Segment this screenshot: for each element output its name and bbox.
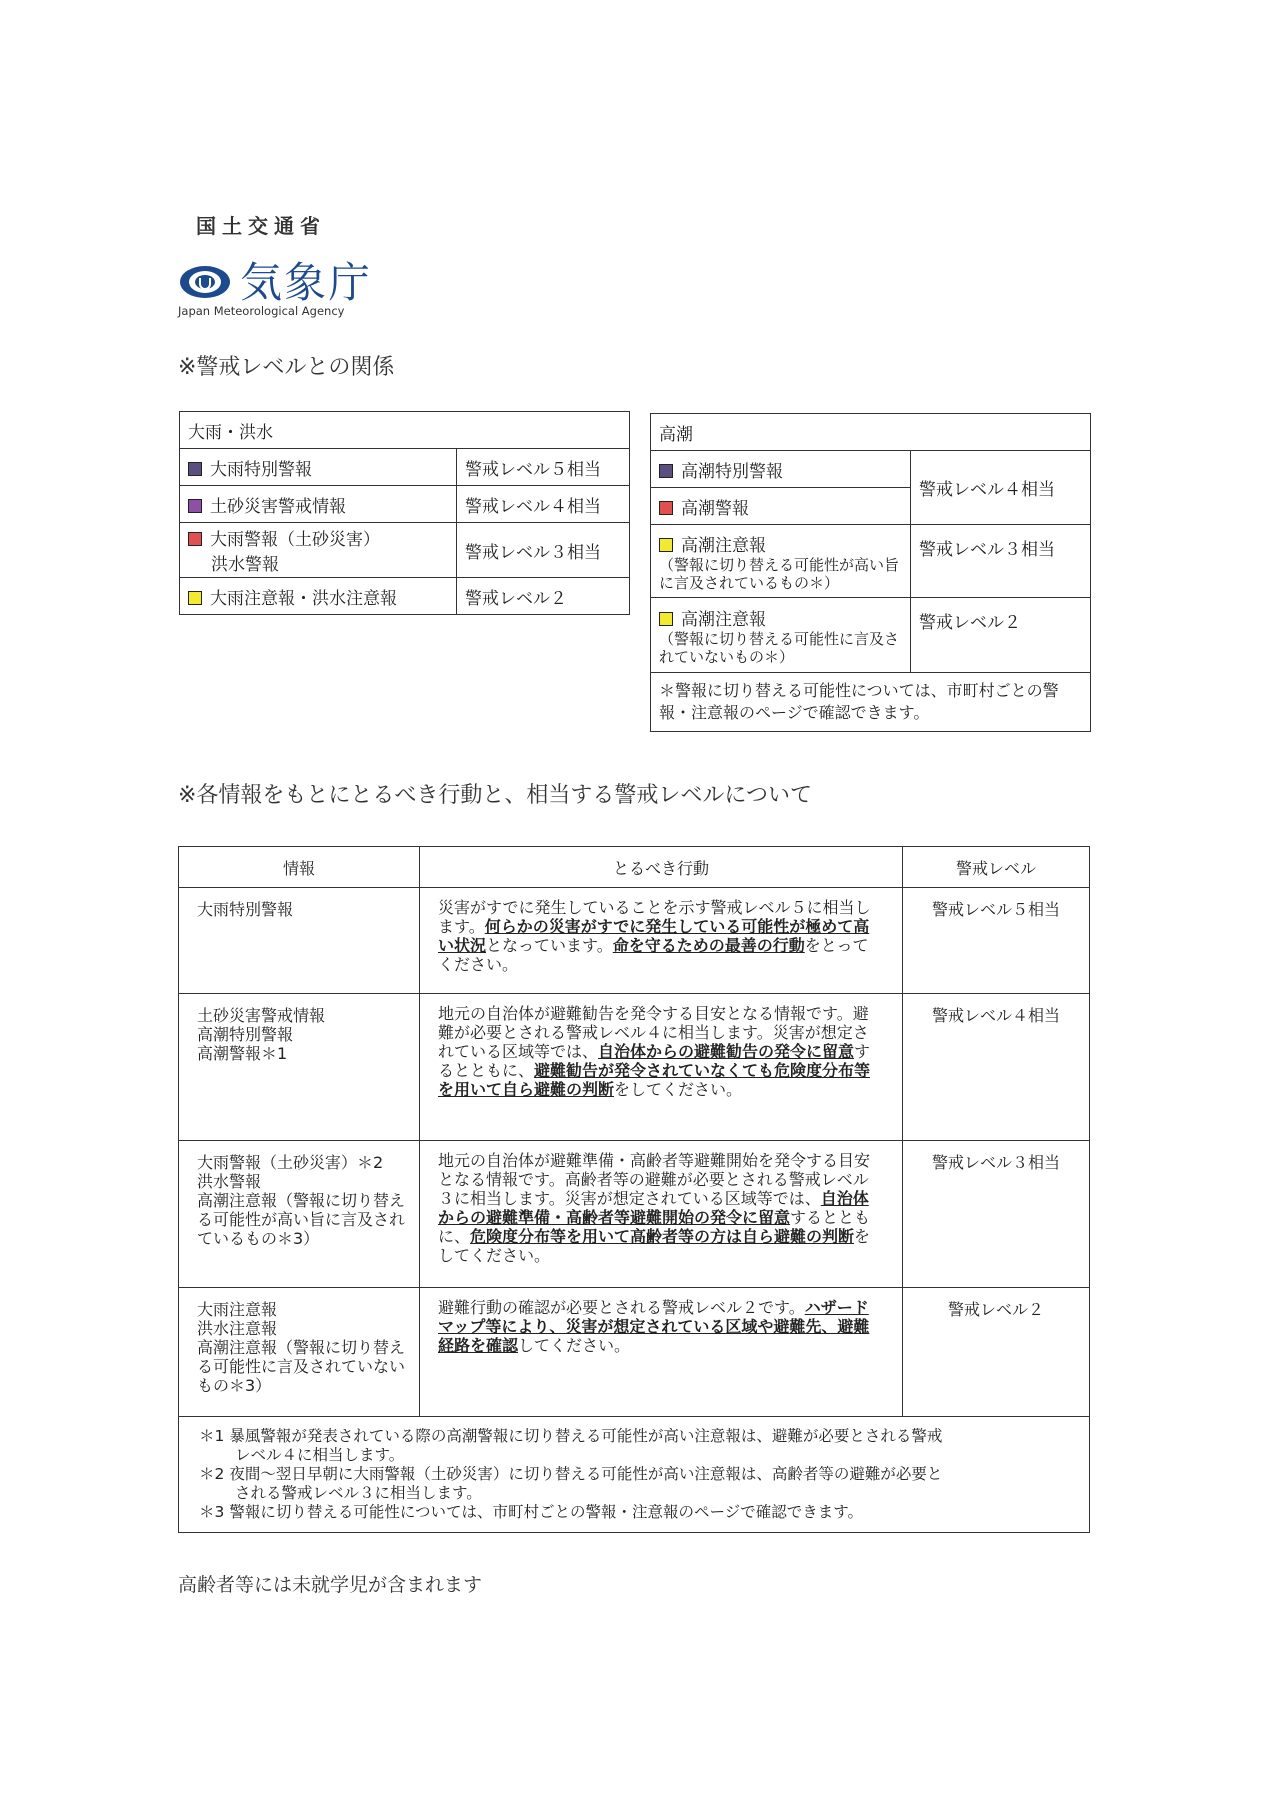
warning-level: 警戒レベル２: [911, 598, 1091, 673]
footnote-text: レベル４に相当します。: [235, 1446, 405, 1464]
info-line: 高潮警報＊1: [197, 1044, 288, 1063]
column-header-action: とるべき行動: [420, 847, 903, 888]
warning-name: 大雨特別警報: [210, 459, 312, 480]
warning-name: 高潮特別警報: [681, 461, 783, 482]
action-emphasis: 何らかの災害がすでに発生している可能性が極めて高い状況: [438, 917, 870, 955]
warning-level: 警戒レベル３相当: [457, 523, 630, 578]
storm-surge-note: ＊警報に切り替える可能性については、市町村ごとの警報・注意報のページで確認できます。: [651, 673, 1091, 732]
level-color-swatch: [659, 612, 673, 626]
table-row: [180, 578, 630, 615]
action-emphasis: 避難勧告が発令されていなくても危険度分布等を用いて自ら避難の判断: [438, 1061, 871, 1099]
action-text: 災害がすでに発生していることを示す警戒レベル５に相当します。: [438, 898, 871, 936]
action-cell: [420, 994, 903, 1141]
table-row: [179, 1141, 1090, 1288]
warning-name: 土砂災害警戒情報: [210, 496, 346, 517]
info-line: 洪水警報: [197, 1172, 262, 1191]
warning-level: 警戒レベル４相当: [911, 451, 1091, 525]
action-text: 避難行動の確認が必要とされる警戒レベル２です。: [438, 1298, 805, 1317]
info-cell: [179, 888, 420, 994]
table-row: [651, 451, 1091, 488]
action-text: 地元の自治体が避難勧告を発令する目安となる情報です。避難が必要とされる警戒レベル４に相当します。災害が想定されている区域等では、: [438, 1004, 869, 1061]
footnotes: [179, 1417, 1090, 1533]
level-color-swatch: [188, 532, 202, 546]
column-header-level: 警戒レベル: [903, 847, 1090, 888]
storm-surge-table: [650, 413, 1091, 732]
info-line: 大雨特別警報: [197, 900, 294, 919]
info-line: 高潮特別警報: [197, 1025, 294, 1044]
action-emphasis: 自治体からの避難勧告の発令に留意: [598, 1042, 855, 1061]
warning-subnote: （警報に切り替える可能性に言及されていないもの＊）: [659, 629, 900, 666]
section2-title: ※各情報をもとにとるべき行動と、相当する警戒レベルについて: [178, 783, 812, 808]
jma-logo-icon: [178, 264, 232, 300]
action-cell: [420, 888, 903, 994]
warning-level: 警戒レベル５相当: [457, 449, 630, 486]
warning-name: 高潮注意報: [681, 609, 766, 630]
action-emphasis: 危険度分布等を用いて高齢者等の方は自ら避難の判断: [470, 1227, 855, 1246]
action-emphasis: ハザードマップ等により、災害が想定されている区域や避難先、避難経路を確認: [438, 1298, 870, 1355]
info-line: 高潮注意報（警報に切り替える可能性に言及されていないもの＊3）: [197, 1338, 406, 1395]
table-row: [651, 525, 1091, 598]
section1-title: ※警戒レベルとの関係: [178, 355, 395, 380]
footnote-text: 夜間～翌日早朝に大雨警報（土砂災害）に切り替える可能性が高い注意報は、高齢者等の避難が必要と: [229, 1465, 943, 1483]
info-line: 高潮注意報（警報に切り替える可能性が高い旨に言及されているもの＊3）: [197, 1191, 406, 1248]
warning-name: 高潮注意報: [681, 535, 766, 556]
warning-name: 大雨注意報・洪水注意報: [210, 588, 397, 609]
action-cell: [420, 1288, 903, 1417]
warning-level: 警戒レベル４相当: [457, 486, 630, 523]
footnote: [199, 1503, 1075, 1522]
level-color-swatch: [188, 499, 202, 513]
info-line: 土砂災害警戒情報: [197, 1006, 326, 1025]
table-row: [179, 888, 1090, 994]
info-line: 大雨注意報: [197, 1300, 278, 1319]
warning-name: 大雨警報（土砂災害）: [210, 530, 380, 550]
level-color-swatch: [659, 464, 673, 478]
actions-table: [178, 846, 1090, 1533]
warning-name: 高潮警報: [681, 498, 749, 519]
table-row: [180, 523, 630, 578]
action-text: 地元の自治体が避難準備・高齢者等避難開始を発令する目安となる情報です。高齢者等の避難が必要とされる警戒レベル３に相当します。災害が想定されている区域等では、: [438, 1151, 871, 1208]
level-color-swatch: [188, 591, 202, 605]
info-cell: [179, 1141, 420, 1288]
footnote-mark: ＊3: [199, 1503, 225, 1521]
action-emphasis: 命を守るための最善の行動: [612, 936, 805, 955]
table-row: [180, 449, 630, 486]
footnote-text: 警報に切り替える可能性については、市町村ごとの警報・注意報のページで確認できます。: [229, 1503, 863, 1521]
warning-name-2: 洪水警報: [211, 555, 279, 575]
warning-level: 警戒レベル３相当: [911, 525, 1091, 598]
agency-name: 気象庁: [240, 258, 373, 307]
footnote-mark: ＊1: [199, 1427, 225, 1445]
footnote-text: 暴風警報が発表されている際の高潮警報に切り替える可能性が高い注意報は、避難が必要とされる警戒: [229, 1427, 943, 1445]
action-cell: [420, 1141, 903, 1288]
ministry-name: 国土交通省: [196, 214, 326, 238]
action-emphasis: 自治体からの避難準備・高齢者等避難開始の発令に留意: [438, 1189, 869, 1227]
level-color-swatch: [659, 501, 673, 515]
level-cell: 警戒レベル５相当: [903, 888, 1090, 994]
level-cell: 警戒レベル２: [903, 1288, 1090, 1417]
action-text: をとってください。: [438, 936, 869, 974]
action-text: をしてください。: [614, 1080, 743, 1099]
storm-surge-header: 高潮: [651, 414, 1091, 451]
action-text: するとともに、: [438, 1042, 871, 1080]
level-color-swatch: [659, 538, 673, 552]
table-row: [179, 994, 1090, 1141]
level-cell: 警戒レベル３相当: [903, 1141, 1090, 1288]
info-line: 洪水注意報: [197, 1319, 278, 1338]
action-text: となっています。: [486, 936, 613, 955]
column-header-info: 情報: [179, 847, 420, 888]
level-color-swatch: [188, 462, 202, 476]
action-text: するとともに、: [438, 1208, 871, 1246]
warning-subnote: （警報に切り替える可能性が高い旨に言及されているもの＊）: [659, 555, 900, 592]
info-cell: [179, 1288, 420, 1417]
action-text: をしてください。: [438, 1227, 871, 1265]
rain-flood-table: [179, 411, 630, 615]
footnote-text: される警戒レベル３に相当します。: [235, 1484, 482, 1502]
info-cell: [179, 994, 420, 1141]
footnote-mark: ＊2: [199, 1465, 225, 1483]
info-line: 大雨警報（土砂災害）＊2: [197, 1153, 384, 1172]
table-row: [651, 598, 1091, 673]
action-text: してください。: [518, 1336, 631, 1355]
level-cell: 警戒レベル４相当: [903, 994, 1090, 1141]
table-header-row: [179, 847, 1090, 888]
warning-level: 警戒レベル２: [457, 578, 630, 615]
footer-note: 高齢者等には未就学児が含まれます: [178, 1574, 483, 1596]
rain-flood-header: 大雨・洪水: [180, 412, 630, 449]
table-row: [179, 1288, 1090, 1417]
footnote: [199, 1427, 1075, 1446]
table-row: [180, 486, 630, 523]
footnote: [199, 1465, 1075, 1484]
agency-name-en: Japan Meteorological Agency: [178, 304, 345, 318]
